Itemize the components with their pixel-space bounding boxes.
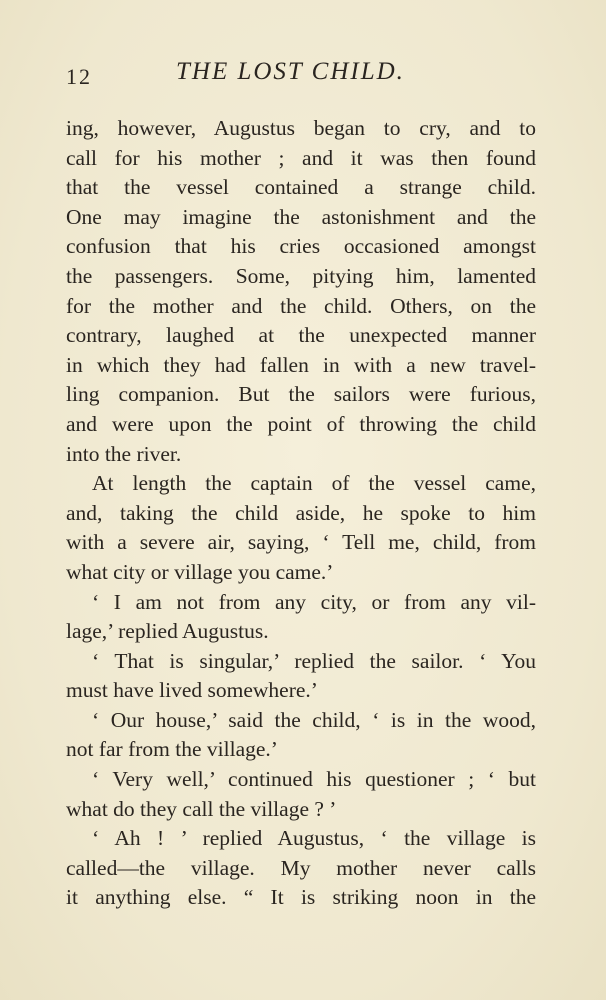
text-line: At length the captain of the vessel came,: [92, 471, 536, 496]
text-line: ‘ Ah ! ’ replied Augustus, ‘ the village is: [92, 826, 536, 851]
text-line: confusion that his cries occasioned amongst: [66, 234, 536, 259]
text-line: lage,’ replied Augustus.: [66, 619, 269, 644]
text-line: and, taking the child aside, he spoke to him: [66, 500, 536, 525]
text-line: with a severe air, saying, ‘ Tell me, child, from: [66, 530, 536, 555]
text-line: ‘ Our house,’ said the child, ‘ is in the wood,: [92, 707, 536, 732]
text-line: ‘ I am not from any city, or from any vil-: [92, 589, 536, 614]
text-line: and were upon the point of throwing the child: [66, 411, 536, 436]
text-line: the passengers. Some, pitying him, lamented: [66, 263, 536, 288]
text-line: called—the village. My mother never calls: [66, 855, 536, 880]
body-text: [66, 114, 536, 913]
text-line: call for his mother ; and it was then found: [66, 145, 536, 170]
text-line: it anything else. “ It is striking noon in the: [66, 885, 536, 910]
text-line: ‘ Very well,’ continued his questioner ; ‘ but: [92, 767, 536, 792]
text-line: that the vessel contained a strange child.: [66, 175, 536, 200]
text-line: not far from the village.’: [66, 737, 278, 762]
text-line: what do they call the village ? ’: [66, 796, 337, 821]
text-line: One may imagine the astonishment and the: [66, 204, 536, 229]
text-line: ‘ That is singular,’ replied the sailor. ‘ You: [92, 648, 536, 673]
text-line: for the mother and the child. Others, on the: [66, 293, 536, 318]
text-line: contrary, laughed at the unexpected manner: [66, 323, 536, 348]
page-number: 12: [66, 64, 92, 89]
text-line: must have lived somewhere.’: [66, 678, 318, 703]
running-title: THE LOST CHILD.: [176, 58, 405, 85]
text-line: what city or village you came.’: [66, 559, 334, 584]
text-line: ling companion. But the sailors were furious,: [66, 382, 536, 407]
text-line: ing, however, Augustus began to cry, and to: [66, 116, 536, 140]
text-line: into the river.: [66, 441, 182, 466]
text-line: in which they had fallen in with a new travel-: [66, 352, 536, 377]
page-header: [66, 58, 536, 92]
